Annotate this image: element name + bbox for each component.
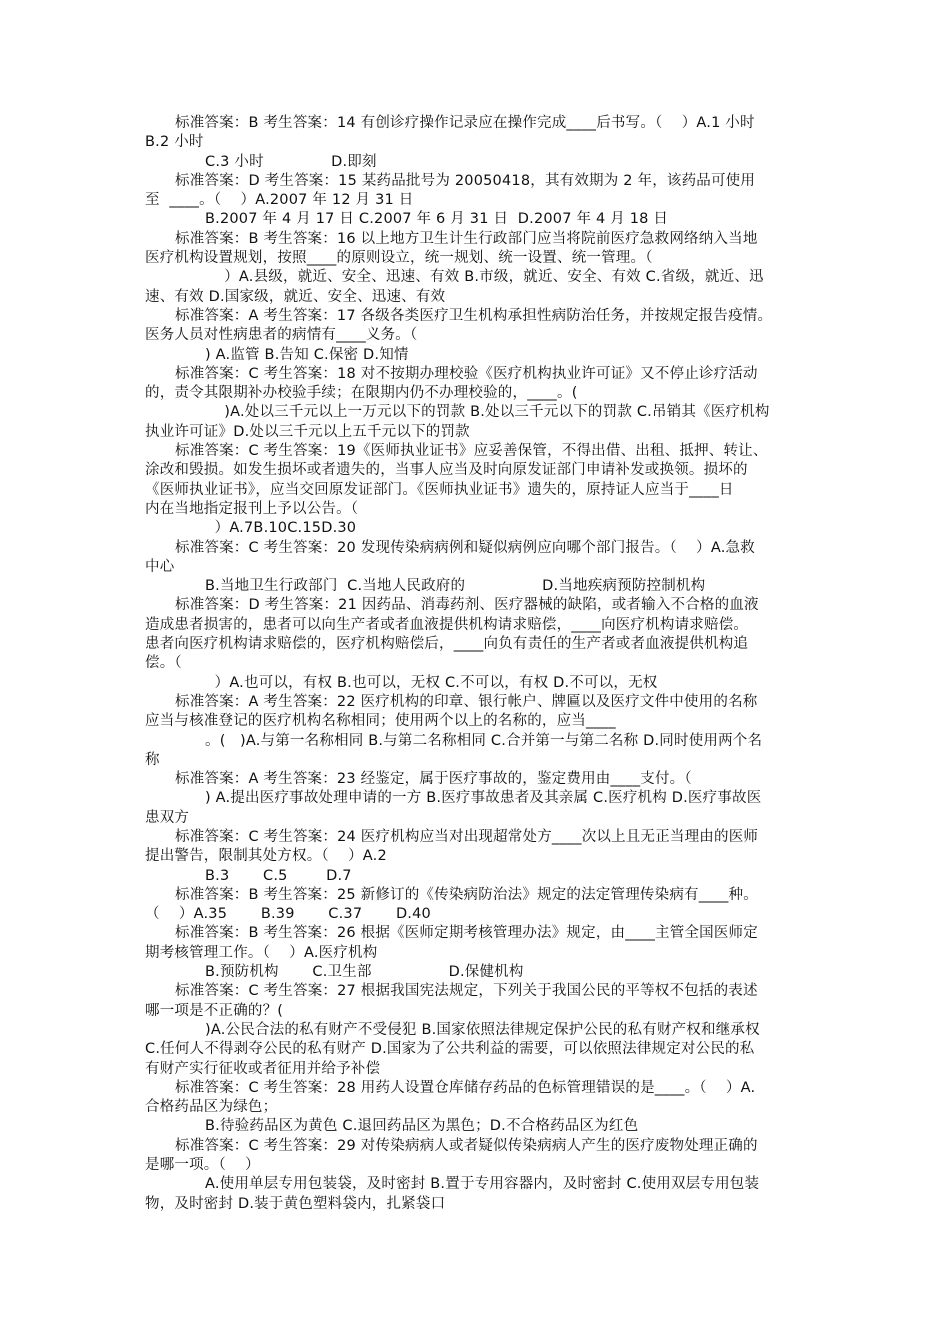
- text-line: B.预防机构 C.卫生部 D.保健机构: [205, 964, 524, 981]
- text-line: 标准答案：A 考生答案：23 经鉴定，属于医疗事故的，鉴定费用由____支付。（: [175, 771, 692, 788]
- text-line: ）A.县级，就近、安全、迅速、有效 B.市级，就近、安全、有效 C.省级，就近、迅: [205, 269, 764, 286]
- text-line: 。( )A.与第一名称相同 B.与第二名称相同 C.合并第一与第二名称 D.同时使用两个名: [205, 732, 763, 749]
- text-line: 标准答案：C 考生答案：28 用药人设置仓库储存药品的色标管理错误的是____。（ ）A.: [175, 1079, 756, 1096]
- text-line: 涂改和毁损。如发生损坏或者遗失的，当事人应当及时向原发证部门申请补发或换领。损坏的: [145, 462, 748, 479]
- text-line: 标准答案：D 考生答案：21 因药品、消毒药剂、医疗器械的缺陷，或者输入不合格的血液: [175, 597, 759, 614]
- text-line: 执业许可证》D.处以三千元以上五千元以下的罚款: [145, 423, 470, 440]
- text-line: 合格药品区为绿色；: [145, 1099, 278, 1116]
- text-line: 哪一项是不正确的？(: [145, 1002, 284, 1019]
- text-line: 患双方: [145, 809, 190, 826]
- text-line: )A.处以三千元以上一万元以下的罚款 B.处以三千元以下的罚款 C.吊销其《医疗机构: [205, 404, 770, 421]
- text-line: 物，及时密封 D.装于黄色塑料袋内，扎紧袋口: [145, 1195, 446, 1212]
- text-line: 标准答案：A 考生答案：17 各级各类医疗卫生机构承担性病防治任务，并按规定报告疫情。: [175, 307, 773, 324]
- text-line: 标准答案：C 考生答案：19《医师执业证书》应妥善保管，不得出借、出租、抵押、转让、: [175, 443, 768, 460]
- text-line: 标准答案：C 考生答案：20 发现传染病病例和疑似病例应向哪个部门报告。（ ）A.急救: [175, 539, 755, 556]
- text-line: 标准答案：D 考生答案：15 某药品批号为 20050418，其有效期为 2 年，该药品可使用: [175, 172, 756, 189]
- text-line: A.使用单层专用包装袋，及时密封 B.置于专用容器内，及时密封 C.使用双层专用包装: [205, 1176, 760, 1193]
- text-line: B.3 C.5 D.7: [205, 867, 352, 884]
- text-line: ）A.7B.10C.15D.30: [205, 520, 357, 537]
- text-line: （ ）A.35 B.39 C.37 D.40: [145, 906, 431, 923]
- text-line: 标准答案：C 考生答案：27 根据我国宪法规定，下列关于我国公民的平等权不包括的表述: [175, 983, 758, 1000]
- text-line: 《医师执业证书》，应当交回原发证部门。《医师执业证书》遗失的，原持证人应当于____日: [145, 481, 734, 498]
- text-line: 标准答案：B 考生答案：26 根据《医师定期考核管理办法》规定，由____主管全国医师定: [175, 925, 758, 942]
- text-line: 标准答案：C 考生答案：29 对传染病病人或者疑似传染病病人产生的医疗废物处理正确的: [175, 1137, 758, 1154]
- text-line: 医务人员对性病患者的病情有____义务。（: [145, 327, 418, 344]
- text-line: ) A.提出医疗事故处理申请的一方 B.医疗事故患者及其亲属 C.医疗机构 D.医疗事故医: [205, 790, 762, 807]
- text-line: C.3 小时 D.即刻: [205, 153, 377, 170]
- text-line: ) A.监管 B.告知 C.保密 D.知情: [205, 346, 409, 363]
- text-line: 应当与核准登记的医疗机构名称相同；使用两个以上的名称的，应当____: [145, 713, 616, 730]
- text-line: 是哪一项。（ ）: [145, 1157, 260, 1174]
- text-line: )A.公民合法的私有财产不受侵犯 B.国家依照法律规定保护公民的私有财产权和继承权: [205, 1021, 760, 1038]
- text-line: 标准答案：B 考生答案：16 以上地方卫生计生行政部门应当将院前医疗急救网络纳入当地: [175, 230, 758, 247]
- text-line: 内在当地指定报刊上予以公告。（: [145, 500, 359, 517]
- text-line: ）A.也可以，有权 B.也可以，无权 C.不可以，有权 D.不可以，无权: [205, 674, 658, 691]
- text-line: 标准答案：B 考生答案：14 有创诊疗操作记录应在操作完成____后书写。（ ）A.1 小时: [175, 115, 755, 131]
- text-line: 标准答案：C 考生答案：24 医疗机构应当对出现超常处方____次以上且无正当理由的医师: [175, 828, 759, 845]
- text-line: 有财产实行征收或者征用并给予补偿: [145, 1060, 381, 1077]
- text-line: 的，责令其限期补办校验手续；在限期内仍不办理校验的，____。(: [145, 385, 578, 402]
- text-line: B.当地卫生行政部门 C.当地人民政府的 D.当地疾病预防控制机构: [205, 578, 706, 595]
- text-line: 中心: [145, 558, 175, 575]
- text-line: B.待验药品区为黄色 C.退回药品区为黑色；D.不合格药品区为红色: [205, 1118, 639, 1135]
- text-line: 期考核管理工作。（ ）A.医疗机构: [145, 944, 378, 961]
- document-body: [145, 114, 817, 1214]
- text-line: 医疗机构设置规划，按照____的原则设立，统一规划、统一设置、统一管理。（: [145, 250, 653, 267]
- text-line: B.2 小时: [145, 134, 204, 151]
- text-line: 造成患者损害的，患者可以向生产者或者血液提供机构请求赔偿，____向医疗机构请求赔偿。: [145, 616, 749, 633]
- text-line: 称: [145, 751, 160, 768]
- text-line: 偿。（: [145, 655, 182, 672]
- text-line: 提出警告，限制其处方权。（ ）A.2: [145, 848, 387, 865]
- text-line: 标准答案：C 考生答案：18 对不按期办理校验《医疗机构执业许可证》又不停止诊疗活动: [175, 365, 758, 382]
- text-line: 标准答案：A 考生答案：22 医疗机构的印章、银行帐户、牌匾以及医疗文件中使用的名称: [175, 693, 758, 710]
- text-line: B.2007 年 4 月 17 日 C.2007 年 6 月 31 日 D.2007 年 4 月 18 日: [205, 211, 669, 228]
- text-line: 患者向医疗机构请求赔偿的，医疗机构赔偿后，____向负有责任的生产者或者血液提供机构追: [145, 636, 749, 653]
- text-line: C.任何人不得剥夺公民的私有财产 D.国家为了公共利益的需要，可以依照法律规定对公民的私: [145, 1041, 755, 1058]
- text-line: 至 ____。（ ）A.2007 年 12 月 31 日: [145, 192, 414, 209]
- text-line: 标准答案：B 考生答案：25 新修订的《传染病防治法》规定的法定管理传染病有____种。: [175, 886, 758, 903]
- text-line: 速、有效 D.国家级，就近、安全、迅速、有效: [145, 288, 446, 305]
